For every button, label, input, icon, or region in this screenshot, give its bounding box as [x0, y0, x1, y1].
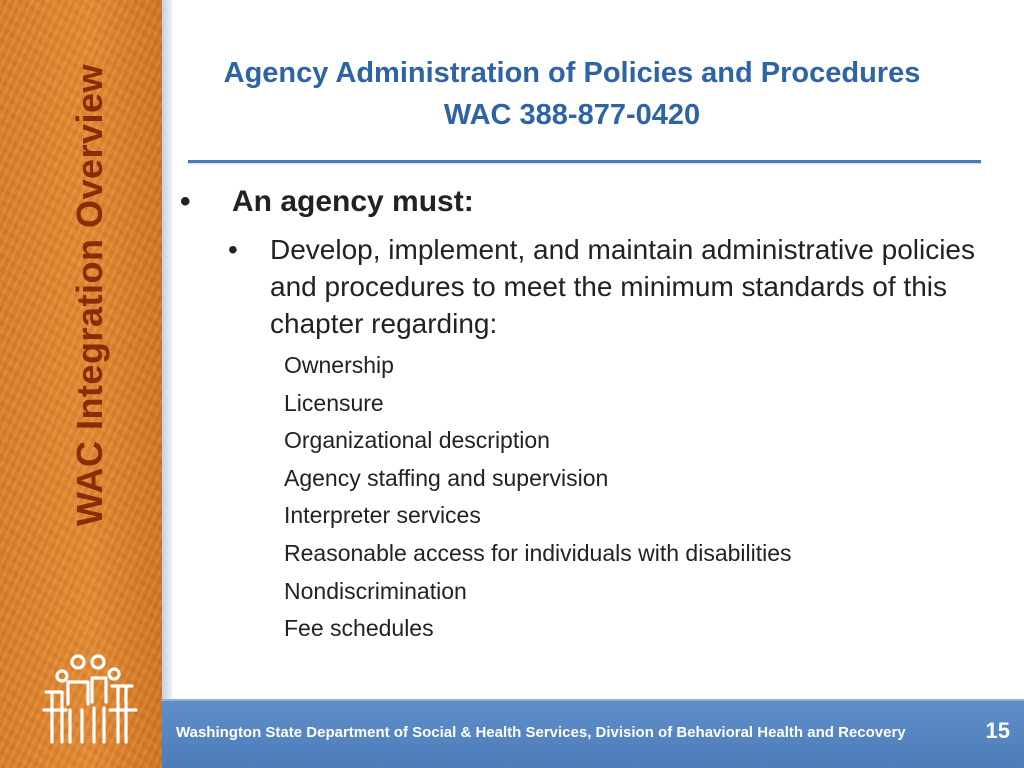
page-number: 15: [985, 718, 1010, 743]
standards-list: [284, 347, 792, 648]
list-item: Reasonable access for individuals with disabilities: [284, 539, 792, 566]
list-item: Nondiscrimination: [284, 577, 467, 604]
list-item: Agency staffing and supervision: [284, 464, 609, 491]
slide-title: [172, 52, 972, 136]
bullet-dot-icon: •: [180, 185, 191, 218]
sub-bullet-dot-icon: •: [228, 234, 238, 265]
list-item: Licensure: [284, 389, 384, 416]
title-divider: [188, 160, 981, 163]
sidebar-title: WAC Integration Overview: [69, 63, 110, 527]
footer-text: Washington State Department of Social & Health Services, Division of Behavioral Health and Recovery: [176, 724, 906, 741]
sub-bullet-text: Develop, implement, and maintain administrative policies and procedures to meet the minimum standards of this chapter regarding:: [270, 234, 976, 339]
list-item: Interpreter services: [284, 502, 481, 529]
dshs-people-logo-icon: [40, 652, 140, 747]
sub-bullet: [228, 231, 978, 342]
heading-text: An agency must:: [232, 185, 474, 218]
sidebar-panel: [0, 0, 162, 768]
slide-title-line1: Agency Administration of Policies and Procedures: [223, 57, 921, 89]
list-item: Fee schedules: [284, 615, 434, 642]
list-item: Organizational description: [284, 427, 550, 454]
sidebar-edge: [162, 0, 172, 768]
slide-title-line2: WAC 388-877-0420: [443, 99, 701, 131]
footer-bar: [162, 699, 1024, 768]
list-item: Ownership: [284, 352, 394, 378]
